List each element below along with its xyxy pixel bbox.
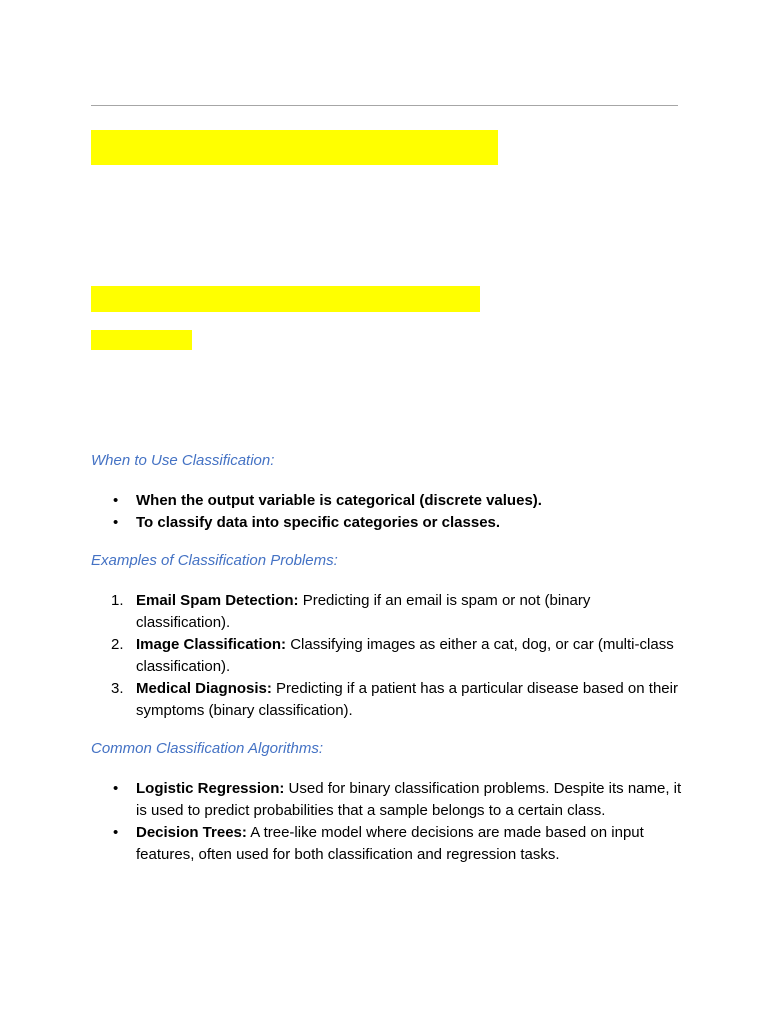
- bullet-icon: •: [113, 824, 119, 841]
- bullet-icon: •: [113, 514, 119, 531]
- highlight-block: [91, 286, 480, 312]
- numbered-list: [91, 590, 683, 722]
- document-body: [91, 448, 683, 866]
- list-number: 3.: [111, 680, 124, 697]
- section-heading: Common Classification Algorithms:: [91, 740, 324, 757]
- list-number: 2.: [111, 636, 124, 653]
- bullet-icon: •: [113, 780, 119, 797]
- item-bold: Image Classification:: [136, 636, 287, 653]
- list-number: 1.: [111, 592, 124, 609]
- list-item: [91, 490, 683, 512]
- item-text: Used for binary classification problems. Despite its name, it is used to predict probabilities that a sample belongs to a certain class.: [136, 780, 682, 819]
- list-item: [91, 822, 683, 866]
- bullet-icon: •: [113, 492, 119, 509]
- section-heading: Examples of Classification Problems:: [91, 552, 338, 569]
- list-item: [91, 678, 683, 722]
- horizontal-rule: [91, 105, 678, 106]
- list-item: [91, 512, 683, 534]
- item-bold: To classify data into specific categories or classes.: [136, 514, 501, 531]
- section-heading: When to Use Classification:: [91, 452, 275, 469]
- highlight-block: [91, 130, 498, 165]
- item-bold: Medical Diagnosis:: [136, 680, 272, 697]
- item-text: Predicting if a patient has a particular disease based on their symptoms (binary classification).: [136, 680, 678, 719]
- item-bold: Decision Trees:: [136, 824, 247, 841]
- item-bold: Email Spam Detection:: [136, 592, 299, 609]
- list-item: [91, 634, 683, 678]
- list-item: [91, 590, 683, 634]
- item-text: Classifying images as either a cat, dog, or car (multi-class classification).: [136, 636, 674, 675]
- highlight-block: [91, 330, 192, 350]
- item-text: A tree-like model where decisions are made based on input features, often used for both classification and regression tasks.: [136, 824, 644, 863]
- bullet-list: [91, 778, 683, 866]
- list-item: [91, 778, 683, 822]
- item-bold: When the output variable is categorical (discrete values).: [136, 492, 542, 509]
- bullet-list: [91, 490, 683, 534]
- item-text: Predicting if an email is spam or not (binary classification).: [136, 592, 591, 631]
- item-bold: Logistic Regression:: [136, 780, 285, 797]
